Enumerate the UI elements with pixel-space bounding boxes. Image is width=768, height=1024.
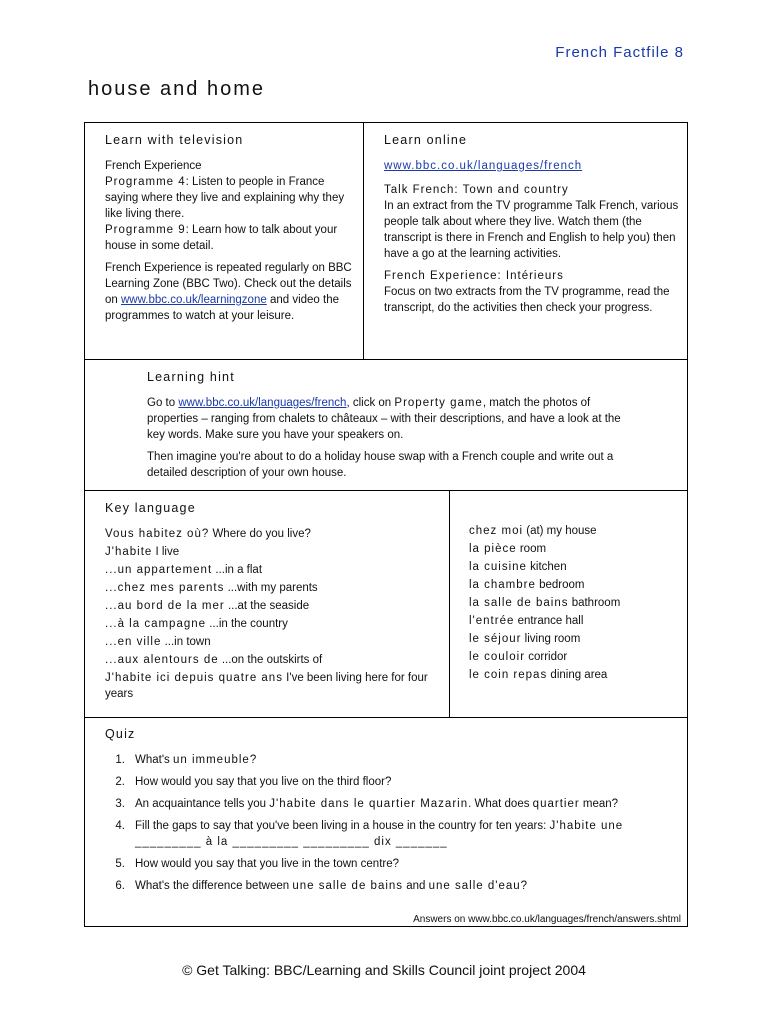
- french-phrase: J'habite ici depuis quatre ans: [105, 672, 283, 684]
- quiz-text-part: An acquaintance tells you: [135, 798, 270, 810]
- key-language-row: [469, 613, 681, 629]
- key-language-row: [469, 631, 681, 647]
- english-translation: entrance hall: [517, 615, 584, 627]
- english-translation: ...in the country: [209, 618, 288, 630]
- languages-french-link[interactable]: www.bbc.co.uk/languages/french: [384, 160, 583, 172]
- french-phrase: ...en ville: [105, 636, 162, 648]
- french-phrase: ...à la campagne: [105, 618, 207, 630]
- tv-body: [105, 158, 355, 324]
- english-translation: ...with my parents: [227, 582, 318, 594]
- french-phrase: la salle de bains: [469, 597, 569, 609]
- french-phrase: la cuisine: [469, 561, 527, 573]
- english-translation: ...on the outskirts of: [221, 654, 323, 666]
- english-translation: Where do you live?: [212, 528, 311, 540]
- quiz-question: [135, 752, 256, 768]
- french-phrase: Vous habitez où?: [105, 528, 210, 540]
- english-translation: dining area: [550, 669, 608, 681]
- hint-section: [85, 360, 687, 491]
- key-language-row: [105, 616, 443, 632]
- key-language-row: [105, 544, 443, 560]
- hint-rest: , match the photos of properties – ranging from chalets to châteaux – with their descriptions, and have a look at the key words. Make sure you have your speakers on.: [147, 397, 621, 441]
- factfile-label: French Factfile 8: [555, 44, 684, 61]
- quiz-number: 3.: [115, 798, 125, 810]
- french-phrase: l'entrée: [469, 615, 515, 627]
- quiz-list: [105, 752, 679, 894]
- online-section: [364, 123, 687, 360]
- key-language-row: [469, 649, 681, 665]
- quiz-question: [135, 796, 618, 812]
- quiz-text-part: une salle d'eau: [428, 880, 521, 892]
- key-language-right: [450, 491, 687, 718]
- tv-heading: Learn with television: [105, 133, 244, 147]
- french-phrase: ...au bord de la mer: [105, 600, 225, 612]
- tv-section: [85, 123, 364, 360]
- hint-heading: Learning hint: [147, 370, 235, 384]
- english-translation: living room: [524, 633, 581, 645]
- french-phrase: la pièce: [469, 543, 517, 555]
- key-language-row: [469, 577, 681, 593]
- tv-show-title: French Experience: [105, 160, 202, 172]
- english-translation: corridor: [528, 651, 568, 663]
- english-translation: I've been living here for four years: [105, 672, 428, 700]
- hint-body: [147, 395, 637, 481]
- key-language-row: [469, 559, 681, 575]
- quiz-item: [105, 774, 679, 790]
- key-language-row: [469, 595, 681, 611]
- factsheet-box: [84, 122, 688, 927]
- online-heading: Learn online: [384, 133, 468, 147]
- key-language-row: [105, 562, 443, 578]
- tv-prog9-label: Programme 9: [105, 224, 186, 236]
- french-phrase: J'habite: [105, 546, 153, 558]
- quiz-number: 5.: [115, 858, 125, 870]
- quiz-section: [85, 718, 687, 926]
- key-language-row: [105, 598, 443, 614]
- quiz-item: [105, 752, 679, 768]
- key-language-row: [105, 580, 443, 596]
- talk-french-heading: Talk French: Town and country: [384, 184, 569, 196]
- tv-prog4-text: : Listen to people in France saying where they live and explaining why they like living there.: [105, 176, 345, 220]
- quiz-number: 1.: [115, 754, 125, 766]
- english-translation: ...at the seaside: [227, 600, 310, 612]
- quiz-text-part: What's the difference between: [135, 880, 293, 892]
- quiz-item: [105, 818, 679, 850]
- quiz-item: [105, 856, 679, 872]
- page-title: house and home: [88, 78, 266, 100]
- french-phrase: le couloir: [469, 651, 526, 663]
- hint-go-to: Go to: [147, 397, 179, 409]
- quiz-question: [135, 774, 391, 790]
- quiz-question: [135, 856, 399, 872]
- quiz-text-part: and: [403, 880, 429, 892]
- key-language-row: [105, 652, 443, 668]
- quiz-number: 6.: [115, 880, 125, 892]
- key-language-row: [469, 667, 681, 683]
- hint-after-link: , click on: [346, 397, 395, 409]
- interieurs-heading: French Experience: Intérieurs: [384, 270, 564, 282]
- key-language-row: [105, 526, 443, 542]
- quiz-text-part: ?: [520, 880, 528, 892]
- hint-property-game: Property game: [394, 397, 483, 409]
- quiz-text-part: How would you say that you live in the town centre?: [135, 858, 400, 870]
- key-language-left: [85, 491, 450, 718]
- quiz-item: [105, 878, 679, 894]
- english-translation: (at) my house: [526, 525, 597, 537]
- quiz-question: [135, 878, 527, 894]
- quiz-text-part: mean?: [579, 798, 619, 810]
- learningzone-link[interactable]: www.bbc.co.uk/learningzone: [121, 294, 267, 306]
- quiz-text-part: un immeuble: [172, 754, 250, 766]
- key-language-row: [469, 523, 681, 539]
- quiz-text-part: . What does: [468, 798, 533, 810]
- english-translation: kitchen: [530, 561, 567, 573]
- key-language-right-list: [469, 523, 681, 683]
- tv-repeat-after: and video the programmes to watch at your leisure.: [105, 294, 340, 322]
- quiz-text-part: une salle de bains: [292, 880, 404, 892]
- key-language-heading: Key language: [105, 501, 196, 515]
- key-language-row: [105, 634, 443, 650]
- french-phrase: la chambre: [469, 579, 536, 591]
- key-language-row: [105, 670, 443, 702]
- french-phrase: le séjour: [469, 633, 522, 645]
- english-translation: ...in a flat: [215, 564, 263, 576]
- quiz-item: [105, 796, 679, 812]
- tv-prog9-text: : Learn how to talk about your house in some detail.: [105, 224, 338, 252]
- quiz-text-part: quartier: [532, 798, 580, 810]
- quiz-number: 2.: [115, 776, 125, 788]
- english-translation: ...in town: [164, 636, 211, 648]
- tv-prog4-label: Programme 4: [105, 176, 186, 188]
- quiz-text-part: How would you say that you live on the third floor?: [135, 776, 392, 788]
- footer-copyright: © Get Talking: BBC/Learning and Skills Council joint project 2004: [182, 962, 586, 978]
- quiz-text-part: Fill the gaps to say that you've been living in a house in the country for ten years:: [135, 820, 550, 832]
- quiz-question: [135, 818, 679, 850]
- english-translation: bathroom: [571, 597, 621, 609]
- quiz-text-part: J'habite dans le quartier Mazarin: [269, 798, 469, 810]
- french-phrase: le coin repas: [469, 669, 548, 681]
- answers-note: Answers on www.bbc.co.uk/languages/french/answers.shtml: [413, 914, 681, 925]
- french-phrase: ...aux alentours de: [105, 654, 219, 666]
- english-translation: room: [519, 543, 547, 555]
- online-body: [384, 158, 681, 316]
- english-translation: I live: [155, 546, 180, 558]
- french-phrase: chez moi: [469, 525, 524, 537]
- hint-link[interactable]: www.bbc.co.uk/languages/french: [178, 397, 347, 409]
- english-translation: bedroom: [539, 579, 585, 591]
- interieurs-text: Focus on two extracts from the TV programme, read the transcript, do the activities then check your progress.: [384, 286, 670, 314]
- key-language-left-list: [105, 526, 443, 702]
- hint-paragraph-2: Then imagine you're about to do a holiday house swap with a French couple and write out a detailed description of your own house.: [147, 451, 614, 479]
- key-language-row: [469, 541, 681, 557]
- quiz-heading: Quiz: [105, 727, 136, 741]
- quiz-text-part: ?: [249, 754, 257, 766]
- quiz-number: 4.: [115, 820, 125, 832]
- talk-french-text: In an extract from the TV programme Talk French, various people talk about where they live. Watch them (the transcript is there in French and English to help you) then have a go at the learning activities.: [384, 200, 679, 260]
- quiz-text-part: What's: [135, 754, 173, 766]
- french-phrase: ...chez mes parents: [105, 582, 225, 594]
- tv-repeat-text: French Experience is repeated regularly on BBC Learning Zone (BBC Two). Check out the details on: [105, 262, 352, 306]
- french-phrase: ...un appartement: [105, 564, 213, 576]
- quiz-text-part: J'habite une _________ à la _________ _________ dix _______: [135, 820, 624, 848]
